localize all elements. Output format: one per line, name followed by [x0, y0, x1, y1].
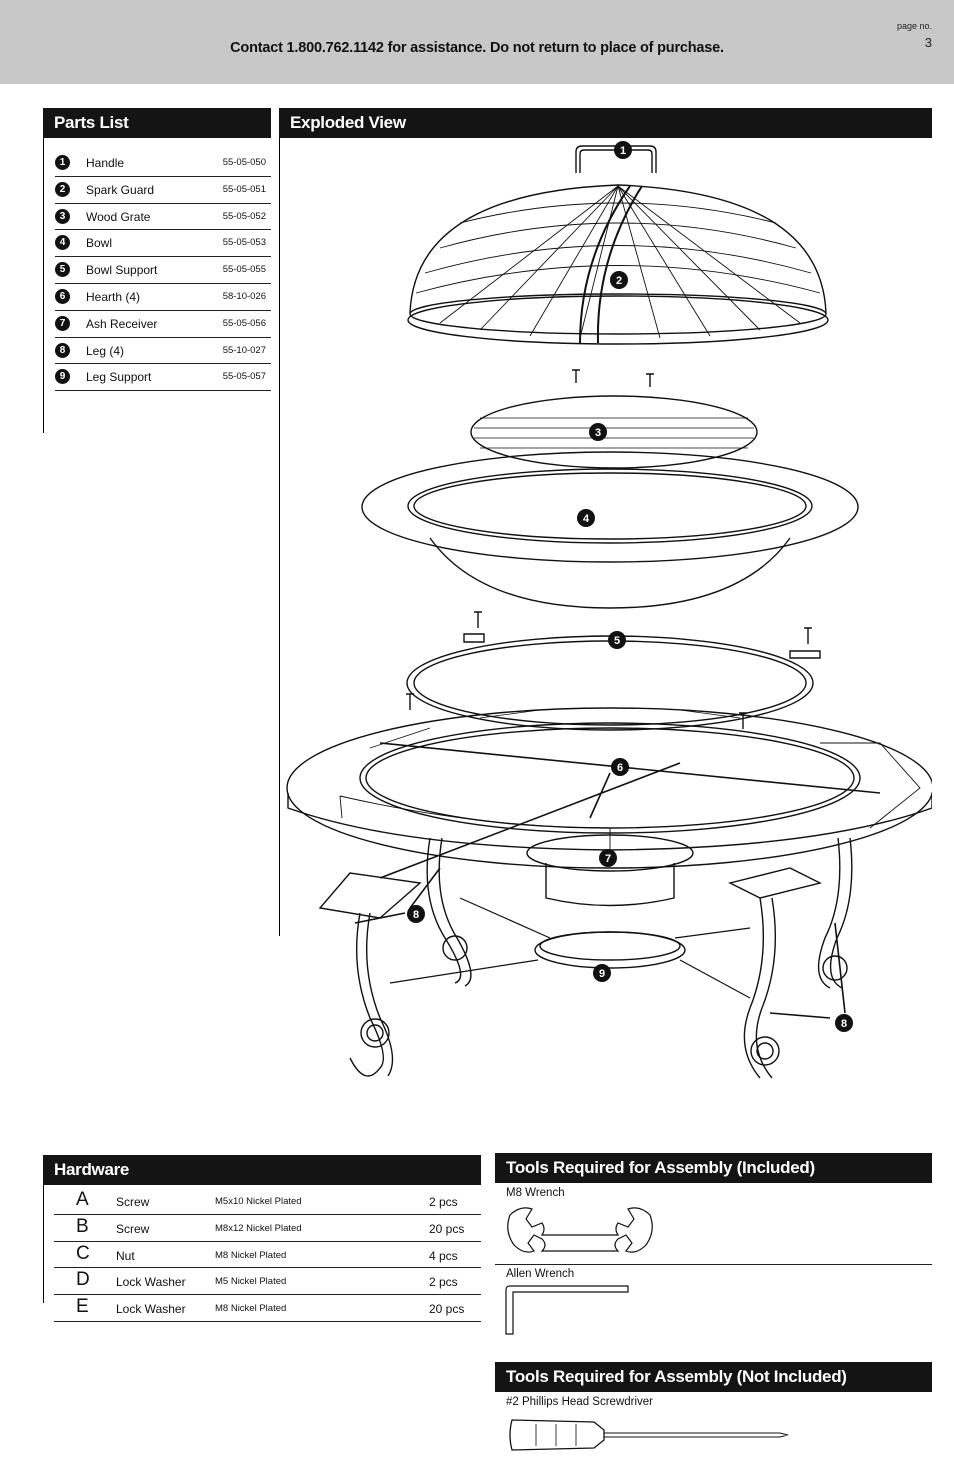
part-number-badge: 6	[55, 289, 70, 304]
hardware-spec: M8x12 Nickel Plated	[215, 1222, 302, 1234]
screwdriver-icon	[506, 1414, 790, 1456]
part-code: 55-05-057	[222, 371, 266, 383]
part-code: 55-05-056	[222, 317, 266, 329]
svg-text:6: 6	[616, 762, 624, 774]
screwdriver-label: #2 Phillips Head Screwdriver	[506, 1396, 654, 1408]
part-name: Bowl Support	[86, 263, 158, 278]
hardware-row	[54, 1295, 481, 1322]
hardware-spec: M8 Nickel Plated	[215, 1249, 287, 1261]
part-code: 58-10-026	[222, 290, 266, 302]
part-name: Bowl	[86, 236, 113, 251]
parts-list-row	[55, 177, 271, 204]
hardware-spec: M8 Nickel Plated	[215, 1303, 287, 1315]
hardware-row	[54, 1188, 481, 1215]
svg-text:3: 3	[594, 427, 602, 439]
hardware-quantity: 2 pcs	[429, 1195, 458, 1209]
hardware-name: Screw	[116, 1195, 150, 1209]
parts-list-row	[55, 150, 271, 177]
leg-support-drawing	[390, 898, 750, 998]
hardware-quantity: 20 pcs	[429, 1221, 465, 1236]
exploded-view-title: Exploded View	[279, 108, 932, 138]
part-code: 55-10-027	[222, 344, 266, 356]
hardware-quantity: 4 pcs	[429, 1248, 458, 1263]
spark-guard-drawing	[408, 185, 828, 344]
svg-text:9: 9	[598, 968, 606, 980]
callout-5	[608, 631, 626, 649]
part-code: 55-05-055	[222, 264, 266, 276]
hardware-row	[54, 1215, 481, 1242]
parts-list	[55, 150, 271, 391]
parts-list-row	[55, 230, 271, 257]
callout-6	[611, 758, 629, 776]
part-number-badge: 8	[55, 343, 70, 358]
part-callouts	[407, 141, 853, 1032]
part-code: 55-05-053	[222, 237, 266, 249]
part-code: 55-05-050	[222, 157, 266, 168]
screw-a-right	[646, 374, 654, 387]
hardware-title: Hardware	[43, 1155, 481, 1185]
parts-list-row	[55, 364, 271, 391]
hardware-name: Lock Washer	[116, 1275, 186, 1290]
callout-7	[599, 849, 617, 867]
callout-8-left	[407, 905, 425, 923]
legs-drawing	[320, 838, 852, 1078]
callout-8-right	[835, 1014, 853, 1032]
svg-text:5: 5	[613, 635, 621, 647]
parts-list-row	[55, 311, 271, 338]
m8-wrench-label: M8 Wrench	[506, 1187, 565, 1199]
hardware-row	[54, 1268, 481, 1295]
part-number-badge: 7	[55, 316, 70, 331]
hardware-letter: D	[76, 1269, 90, 1291]
parts-list-row	[55, 257, 271, 284]
allen-wrench-label: Allen Wrench	[506, 1268, 575, 1280]
exploded-view-diagram	[280, 138, 932, 1090]
svg-text:1: 1	[619, 145, 627, 157]
part-number-badge: 2	[55, 182, 70, 197]
bowl-drawing	[362, 452, 858, 608]
tools-divider	[495, 1264, 932, 1265]
allen-wrench-icon	[504, 1284, 632, 1338]
hardware-name: Lock Washer	[116, 1302, 186, 1317]
parts-list-row	[55, 338, 271, 365]
hardware-list	[54, 1188, 481, 1322]
part-number-badge: 4	[55, 235, 70, 250]
part-number-badge: 3	[55, 209, 70, 224]
hardware-row	[54, 1242, 481, 1269]
parts-list-title: Parts List	[43, 108, 271, 138]
part-code: 55-05-052	[222, 210, 266, 222]
callout-1	[614, 141, 632, 159]
part-number-badge: 9	[55, 369, 70, 384]
page-number-label: page no.	[896, 21, 932, 31]
part-number-badge: 5	[55, 262, 70, 277]
part-name: Wood Grate	[86, 209, 151, 224]
hardware-spec: M5 Nickel Plated	[215, 1276, 287, 1288]
hardware-letter: B	[76, 1215, 89, 1237]
part-name: Handle	[86, 156, 125, 170]
parts-list-row	[55, 204, 271, 231]
tools-not-included-title: Tools Required for Assembly (Not Included)	[495, 1362, 932, 1392]
part-name: Leg (4)	[86, 343, 125, 358]
tools-included-title: Tools Required for Assembly (Included)	[495, 1153, 932, 1183]
hardware-quantity: 20 pcs	[429, 1302, 465, 1317]
parts-list-left-rule	[43, 138, 44, 433]
hardware-name: Nut	[116, 1248, 135, 1263]
hardware-left-rule	[43, 1185, 44, 1303]
svg-text:7: 7	[604, 853, 612, 865]
svg-text:4: 4	[582, 513, 590, 525]
callout-4	[577, 509, 595, 527]
page-number: 3	[924, 35, 932, 50]
callout-3	[589, 423, 607, 441]
part-code: 55-05-051	[222, 183, 266, 195]
hardware-letter: E	[76, 1296, 89, 1318]
svg-text:2: 2	[615, 275, 623, 287]
hardware-letter: A	[76, 1189, 89, 1210]
assistance-notice: Contact 1.800.762.1142 for assistance. Do not return to place of purchase.	[230, 40, 724, 56]
part-name: Hearth (4)	[86, 289, 141, 304]
hardware-name: Screw	[116, 1221, 150, 1236]
part-name: Ash Receiver	[86, 316, 158, 331]
svg-text:8: 8	[840, 1018, 848, 1030]
callout-9	[593, 964, 611, 982]
parts-list-row	[55, 284, 271, 311]
part-name: Leg Support	[86, 370, 152, 385]
hardware-quantity: 2 pcs	[429, 1275, 458, 1290]
screw-a-left	[572, 370, 580, 383]
m8-wrench-icon	[506, 1205, 654, 1257]
hardware-spec: M5x10 Nickel Plated	[215, 1196, 302, 1207]
callout-2	[610, 271, 628, 289]
svg-text:8: 8	[412, 909, 420, 921]
part-name: Spark Guard	[86, 182, 155, 197]
bowl-support-drawing	[406, 612, 820, 730]
part-number-badge: 1	[55, 155, 70, 170]
hardware-letter: C	[76, 1242, 90, 1264]
